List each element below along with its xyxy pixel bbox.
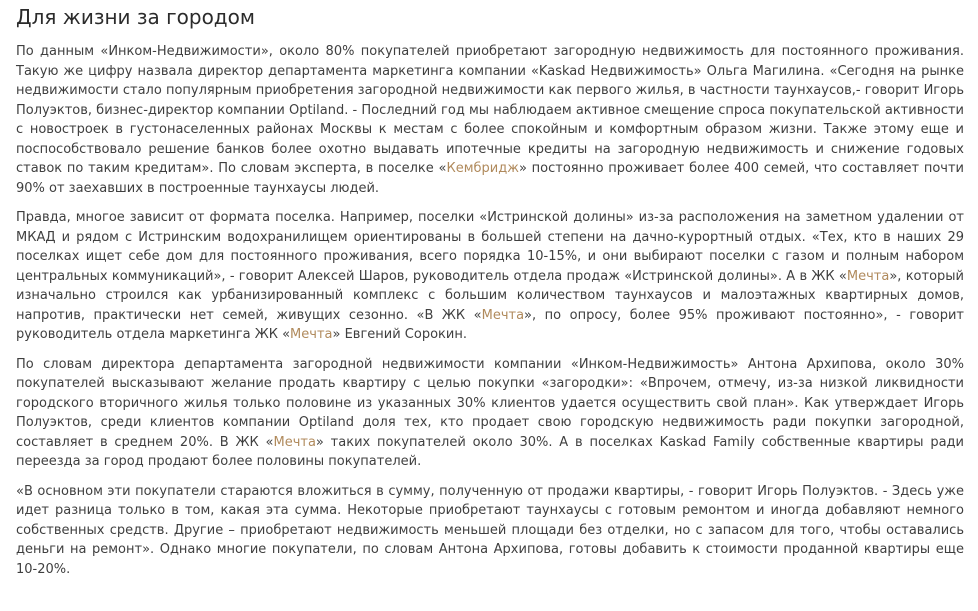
inline-link[interactable]: Мечта — [290, 327, 333, 342]
paragraph-text: «В основном эти покупатели стараются вложиться в сумму, полученную от продажи квартиры, - говорит Игорь Полуэктов. - Здесь уже идет разница только в том, какая эта сумма. Некоторые приобретают таунхаусы с готовым ремонтом и иногда добавляют немного собственных средств. Другие – приобретают недвижимость меньшей площади без отделки, но с запасом для того, чтобы оставались деньги на ремонт». Однако многие покупатели, по словам Антона Архипова, готовы добавить к стоимости проданной квартиры еще 10-20%. — [16, 483, 964, 577]
article-paragraph — [16, 355, 964, 472]
paragraph-text: » таких покупателей около 30%. А в поселках Kaskad Family собственные квартиры ради переезда за город продают более половины покупателей. — [16, 434, 964, 469]
article-paragraph — [16, 482, 964, 580]
paragraph-text: », который изначально строился как урбанизированный комплекс с большим количеством таунхаусов и малоэтажных квартирных домов, напротив, практически нет семей, живущих сезонно. «В ЖК « — [16, 268, 964, 323]
inline-link[interactable]: Мечта — [273, 434, 316, 450]
paragraph-text: Правда, многое зависит от формата поселка. Например, поселки «Истринской долины» из-за расположения на заметном удалении от МКАД и рядом с Истринским водохранилищем ориентированы в большей степени на дачно-курортный отдых. «Тех, кто в наших 29 поселках ищет себе дом для постоянного проживания, всего порядка 10-15%, и они выбирают поселки с газом и полным набором центральных коммуникаций», - говорит Алексей Шаров, руководитель отдела продаж «Истринской долины». А в ЖК « — [16, 210, 964, 284]
article-title: Для жизни за городом — [16, 5, 255, 29]
article-paragraph — [16, 42, 964, 198]
paragraph-text: » постоянно проживает более 400 семей, что составляет почти 90% от заехавших в построенные таунхаусы людей. — [16, 161, 965, 196]
inline-link[interactable]: Кембридж — [446, 161, 519, 176]
article-paragraph — [16, 208, 964, 345]
paragraph-text: », по опросу, более 95% проживают постоянно», - говорит руководитель отдела маркетинга ЖК « — [16, 307, 964, 342]
inline-link[interactable]: Мечта — [846, 268, 890, 284]
article-body — [16, 42, 964, 579]
paragraph-text: » Евгений Сорокин. — [332, 327, 467, 342]
paragraph-text: По словам директора департамента загородной недвижимости компании «Инком-Недвижимость» Антона Архипова, около 30% покупателей высказывают желание продать квартиру с целью покупки «загородки»: «Впрочем, отмечу, из-за низкой ликвидности городского вторичного жилья только половине из указанных 30% клиентов удается осуществить свой план». Как утверждает Игорь Полуэктов, среди клиентов компании Optiland доля тех, кто продает свою городскую недвижимость ради покупки загородной, составляет в среднем 20%. В ЖК « — [16, 356, 964, 450]
inline-link[interactable]: Мечта — [481, 307, 525, 323]
paragraph-text: По данным «Инком-Недвижимости», около 80% покупателей приобретают загородную недвижимость для постоянного проживания. Такую же цифру назвала директор департамента маркетинга компании «Kaskad Недвижимость» Ольга Магилина. «Сегодня на рынке недвижимости стало популярным приобретения загородной недвижимости как первого жилья, в частности таунхаусов,- говорит Игорь Полуэктов, бизнес-директор компании Optiland. - Последний год мы наблюдаем активное смещение спроса покупательской активности с новостроек в густонаселенных районах Москвы к местам с более спокойным и комфортным образом жизни. Также этому еще и поспособствовало решение банков более охотно выдавать ипотечные кредиты на загородную недвижимость и снижение годовых ставок по таким кредитам». По словам эксперта, в поселке « — [16, 44, 964, 176]
